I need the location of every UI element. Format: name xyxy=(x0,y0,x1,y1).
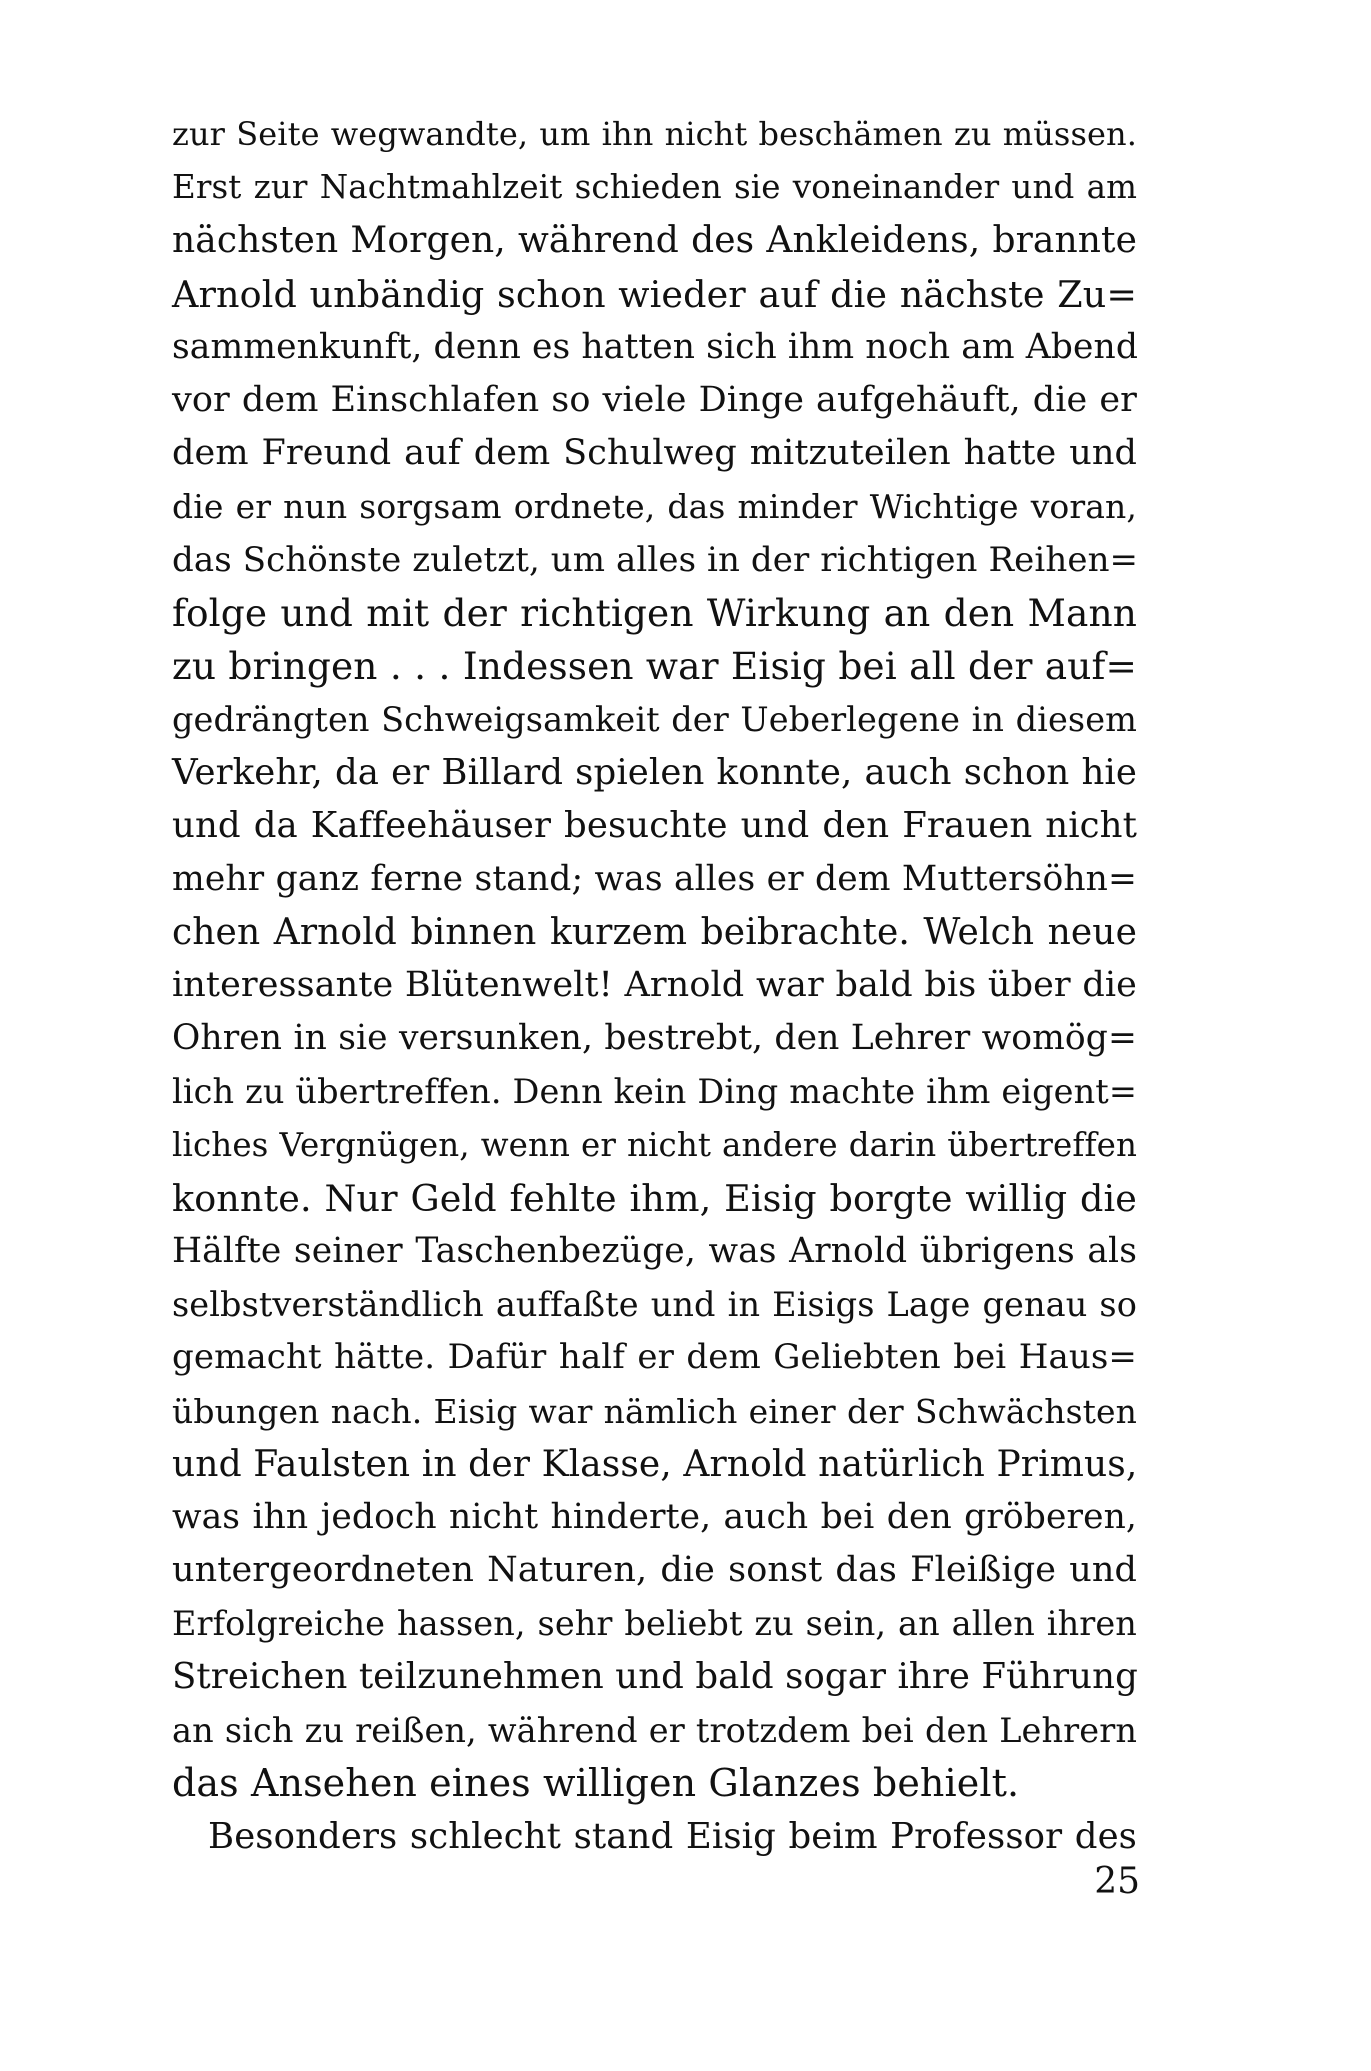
text-line: Arnold unbändig schon wieder auf die nächste Zu= xyxy=(172,272,1137,316)
text-line: selbstverständlich auffaßte und in Eisigs Lage genau so xyxy=(172,1285,1137,1325)
text-line: Verkehr, da er Billard spielen konnte, auch schon hie xyxy=(172,752,1137,794)
text-line: Erst zur Nachtmahlzeit schieden sie voneinander und am xyxy=(172,168,1137,207)
text-line: zur Seite wegwandte, um ihn nicht beschämen zu müssen. xyxy=(172,115,1137,153)
text-line: Hälfte seiner Taschenbezüge, was Arnold übrigens als xyxy=(172,1230,1137,1271)
text-line: und Faulsten in der Klasse, Arnold natürlich Primus, xyxy=(172,1443,1138,1485)
paragraph-start-line: Besonders schlecht stand Eisig beim Professor des xyxy=(208,1816,1137,1857)
text-line: dem Freund auf dem Schulweg mitzuteilen hatte und xyxy=(172,433,1137,474)
text-line: Streichen teilzunehmen und bald sogar ihre Führung xyxy=(172,1656,1138,1698)
text-line: gedrängten Schweigsamkeit der Ueberlegene in diesem xyxy=(172,700,1137,740)
text-line: an sich zu reißen, während er trotzdem bei den Lehrern xyxy=(172,1710,1137,1750)
text-line: sammenkunft, denn es hatten sich ihm noch am Abend xyxy=(172,326,1139,367)
text-line: was ihn jedoch nicht hinderte, auch bei den gröberen, xyxy=(172,1496,1137,1537)
text-line: die er nun sorgsam ordnete, das minder Wichtige voran, xyxy=(172,487,1137,527)
text-line: gemacht hätte. Dafür half er dem Geliebten bei Haus= xyxy=(172,1337,1137,1378)
text-line: chen Arnold binnen kurzem beibrachte. Welch neue xyxy=(172,911,1137,953)
text-line: übungen nach. Eisig war nämlich einer der Schwächsten xyxy=(172,1391,1137,1431)
text-line: lich zu übertreffen. Denn kein Ding machte ihm eigent= xyxy=(172,1072,1137,1112)
text-line: vor dem Einschlafen so viele Dinge aufgehäuft, die er xyxy=(172,379,1137,420)
text-line: das Schönste zuletzt, um alles in der richtigen Reihen= xyxy=(172,539,1139,580)
text-line: mehr ganz ferne stand; was alles er dem Muttersöhn= xyxy=(172,858,1137,899)
text-line: Erfolgreiche hassen, sehr beliebt zu sein, an allen ihren xyxy=(172,1604,1137,1644)
paragraph-end-line: das Ansehen eines willigen Glanzes behielt. xyxy=(172,1760,1020,1805)
text-line: liches Vergnügen, wenn er nicht andere darin übertreffen xyxy=(172,1125,1137,1164)
text-line: nächsten Morgen, während des Ankleidens, brannte xyxy=(172,220,1137,262)
text-line: konnte. Nur Geld fehlte ihm, Eisig borgte willig die xyxy=(172,1176,1137,1220)
page-number: 25 xyxy=(1094,1861,1140,1902)
text-line: interessante Blütenwelt! Arnold war bald bis über die xyxy=(172,965,1137,1005)
text-line: folge und mit der richtigen Wirkung an den Mann xyxy=(172,590,1137,635)
text-line: untergeordneten Naturen, die sonst das Fleißige und xyxy=(172,1550,1137,1591)
text-line: zu bringen . . . Indessen war Eisig bei all der auf= xyxy=(172,643,1137,688)
text-line: Ohren in sie versunken, bestrebt, den Lehrer womög= xyxy=(172,1018,1137,1059)
body-text xyxy=(172,108,1137,1863)
text-line: und da Kaffeehäuser besuchte und den Frauen nicht xyxy=(172,805,1137,847)
